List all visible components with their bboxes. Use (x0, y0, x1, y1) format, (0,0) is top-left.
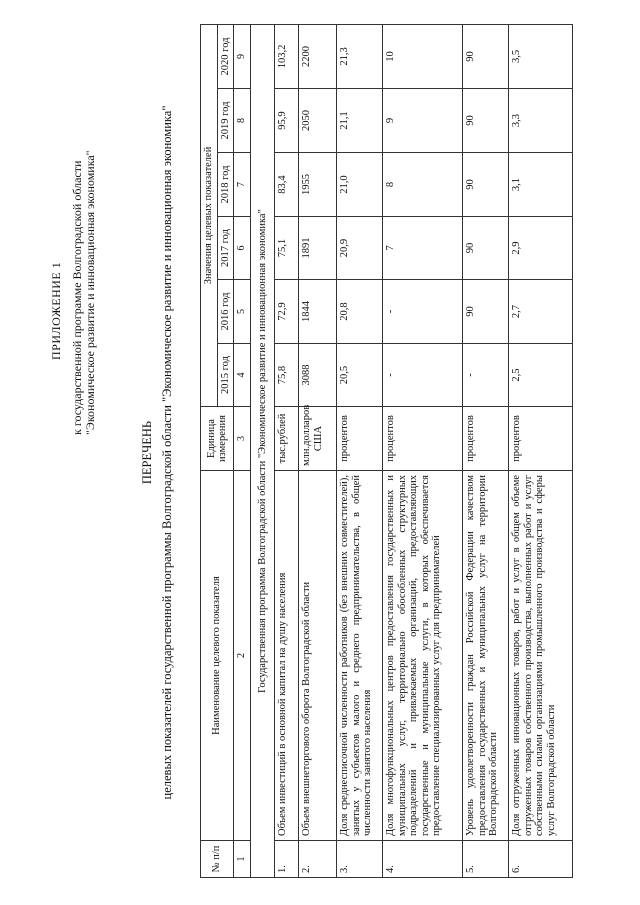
row-value: 1891 (299, 217, 337, 280)
row-unit: млн.долларов США (299, 407, 337, 471)
row-num: 3. (337, 841, 383, 878)
row-value: 3,1 (509, 153, 573, 217)
row-value: 75,8 (275, 344, 299, 407)
row-value: 21,3 (337, 24, 383, 88)
row-value: 21,0 (337, 153, 383, 217)
appendix-title: ПРИЛОЖЕНИЕ 1 (49, 261, 63, 360)
row-value: - (383, 344, 463, 407)
row-unit: процентов (463, 407, 509, 471)
row-value: 9 (383, 89, 463, 153)
row-unit: процентов (509, 407, 573, 471)
header-name: Наименование целевого показателя (201, 471, 234, 841)
row-num: 4. (383, 841, 463, 878)
row-name: Доля среднесписочной численности работников (без внешних совместителей), занятых у субъектов малого и среднего предпринимательства, в общей численности занятого населения (337, 471, 383, 841)
row-value: 103,2 (275, 24, 299, 88)
row-value: 1955 (299, 153, 337, 217)
row-value: 90 (463, 89, 509, 153)
row-name: Уровень удовлетворенности граждан Российской Федерации качеством предоставления государственных и муниципальных услуг на территории Волгоградской области (463, 471, 509, 841)
header-year: 2019 год (217, 89, 234, 153)
row-value: 20,5 (337, 344, 383, 407)
header-row-1 (201, 24, 218, 877)
row-value: 10 (383, 24, 463, 88)
row-value: 3088 (299, 344, 337, 407)
table-row (463, 24, 509, 877)
section-title: Государственная программа Волгоградской области "Экономическое развитие и инновационная экономика" (250, 24, 275, 877)
header-year: 2020 год (217, 24, 234, 88)
row-value: 83,4 (275, 153, 299, 217)
header-year: 2016 год (217, 280, 234, 344)
row-value: 90 (463, 24, 509, 88)
row-value: 1844 (299, 280, 337, 344)
column-number: 2 (234, 471, 251, 841)
row-value: 7 (383, 217, 463, 280)
row-value: 2,9 (509, 217, 573, 280)
row-value: 3,5 (509, 24, 573, 88)
row-value: 3,3 (509, 89, 573, 153)
row-name: Объем внешнеторгового оборота Волгоградской области (299, 471, 337, 841)
column-number: 7 (234, 153, 251, 217)
row-value: 75,1 (275, 217, 299, 280)
row-num: 1. (275, 841, 299, 878)
document-title: ПЕРЕЧЕНЬ (140, 420, 154, 485)
row-value: 95,9 (275, 89, 299, 153)
section-row (250, 24, 275, 877)
row-num: 5. (463, 841, 509, 878)
row-value: 90 (463, 217, 509, 280)
row-value: - (383, 280, 463, 344)
header-num: № п/п (201, 841, 234, 878)
row-value: - (463, 344, 509, 407)
column-number: 6 (234, 217, 251, 280)
document-subtitle: целевых показателей государственной программы Волгоградской области "Экономическое развитие и инновационная экономика" (160, 105, 174, 800)
row-value: 21,1 (337, 89, 383, 153)
row-value: 2,7 (509, 280, 573, 344)
header-year: 2015 год (217, 344, 234, 407)
column-number: 8 (234, 89, 251, 153)
column-number: 4 (234, 344, 251, 407)
table-row (509, 24, 573, 877)
row-name: Доля отгруженных инновационных товаров, работ и услуг в общем объеме отгруженных товаров собственного производства, выполненных работ и услуг собственными силами организациями промышленного производства и сферы услуг Волгоградской области (509, 471, 573, 841)
header-values-group: Значения целевых показателей (201, 24, 218, 406)
table-row (337, 24, 383, 877)
appendix-line-2: "Экономическое развитие и инновационная экономика" (83, 150, 97, 435)
row-value: 20,8 (337, 280, 383, 344)
row-unit: тыс.рублей (275, 407, 299, 471)
row-value: 2200 (299, 24, 337, 88)
column-numbers-row (234, 24, 251, 877)
row-name: Объем инвестиций в основной капитал на душу населения (275, 471, 299, 841)
header-year: 2017 год (217, 217, 234, 280)
row-value: 8 (383, 153, 463, 217)
column-number: 3 (234, 407, 251, 471)
row-num: 6. (509, 841, 573, 878)
row-name: Доля многофункциональных центров предоставления государственных и муниципальных услуг, территориально обособленных структурных подразделений и привлекаемых организаций, предоставляющих государственные и муниципальные услуги, в которых обеспечивается предоставление специализированных услуг для предпринимателей (383, 471, 463, 841)
header-unit: Единица измерения (201, 407, 234, 471)
row-value: 72,9 (275, 280, 299, 344)
indicators-table (200, 24, 573, 878)
row-value: 20,9 (337, 217, 383, 280)
header-year: 2018 год (217, 153, 234, 217)
row-value: 90 (463, 153, 509, 217)
row-unit: процентов (337, 407, 383, 471)
table-row (299, 24, 337, 877)
column-number: 1 (234, 841, 251, 878)
appendix-line-1: к государственной программе Волгоградской области (70, 160, 84, 435)
row-unit: процентов (383, 407, 463, 471)
table-row (383, 24, 463, 877)
row-value: 2,5 (509, 344, 573, 407)
appendix-block (50, 150, 97, 435)
column-number: 5 (234, 280, 251, 344)
row-value: 90 (463, 280, 509, 344)
row-num: 2. (299, 841, 337, 878)
column-number: 9 (234, 24, 251, 88)
row-value: 2050 (299, 89, 337, 153)
table-row (275, 24, 299, 877)
